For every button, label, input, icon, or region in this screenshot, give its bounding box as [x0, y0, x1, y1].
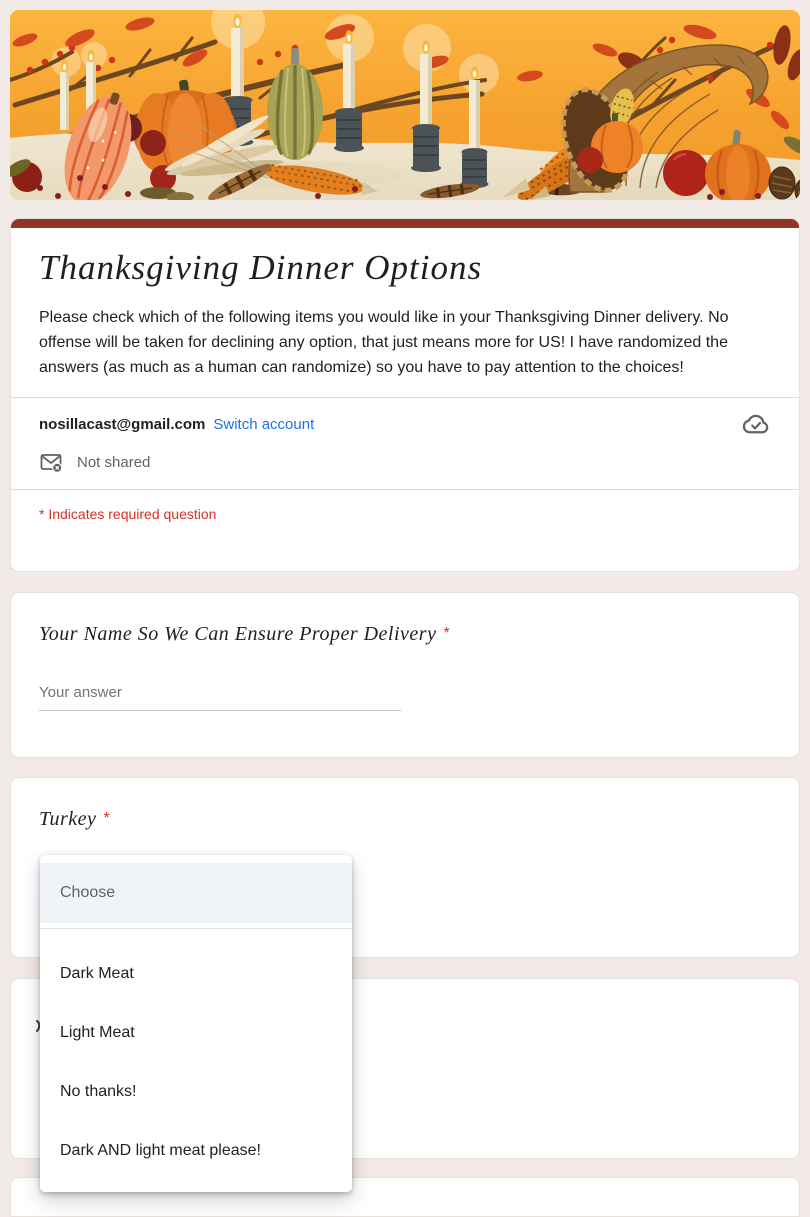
question-title-name: Your Name So We Can Ensure Proper Delivery [39, 623, 437, 645]
dropdown-option[interactable]: Dark AND light meat please! [60, 1141, 261, 1159]
form-title: Thanksgiving Dinner Options [39, 248, 483, 287]
account-section [11, 398, 799, 474]
name-answer-input[interactable] [39, 680, 401, 711]
form-title-card [10, 218, 800, 572]
dropdown-option[interactable]: Dark Meat [60, 964, 134, 982]
turkey-dropdown-menu [40, 855, 352, 1192]
dropdown-option-choose[interactable]: Choose [40, 863, 352, 923]
envelope-blocked-icon [39, 450, 63, 474]
saved-to-drive-button[interactable] [741, 411, 771, 437]
shared-status-label: Not shared [77, 453, 151, 471]
dropdown-option-list [40, 929, 352, 1180]
dropdown-option[interactable]: No thanks! [60, 1082, 137, 1100]
thanksgiving-banner-illustration [10, 10, 800, 200]
account-email: nosillacast@gmail.com [39, 415, 206, 433]
required-asterisk: * [103, 810, 110, 827]
shared-status-row [39, 450, 771, 474]
form-description: Please check which of the following items you would like in your Thanksgiving Dinner delivery. No offense will be taken for declining any option, that just means more for US! I have randomized the answers (as much as a human can randomize) so you have to pay attention to the choices! [39, 309, 729, 376]
dropdown-option[interactable]: Light Meat [60, 1023, 135, 1041]
switch-account-link[interactable]: Switch account [213, 415, 315, 433]
theme-accent-bar [10, 218, 800, 228]
cloud-check-icon [741, 411, 771, 437]
question-card-name [10, 592, 800, 758]
required-asterisk: * [443, 625, 450, 642]
question-title-turkey: Turkey [39, 808, 97, 830]
required-question-note: * Indicates required question [39, 506, 217, 522]
form-header-image-card [10, 10, 800, 200]
